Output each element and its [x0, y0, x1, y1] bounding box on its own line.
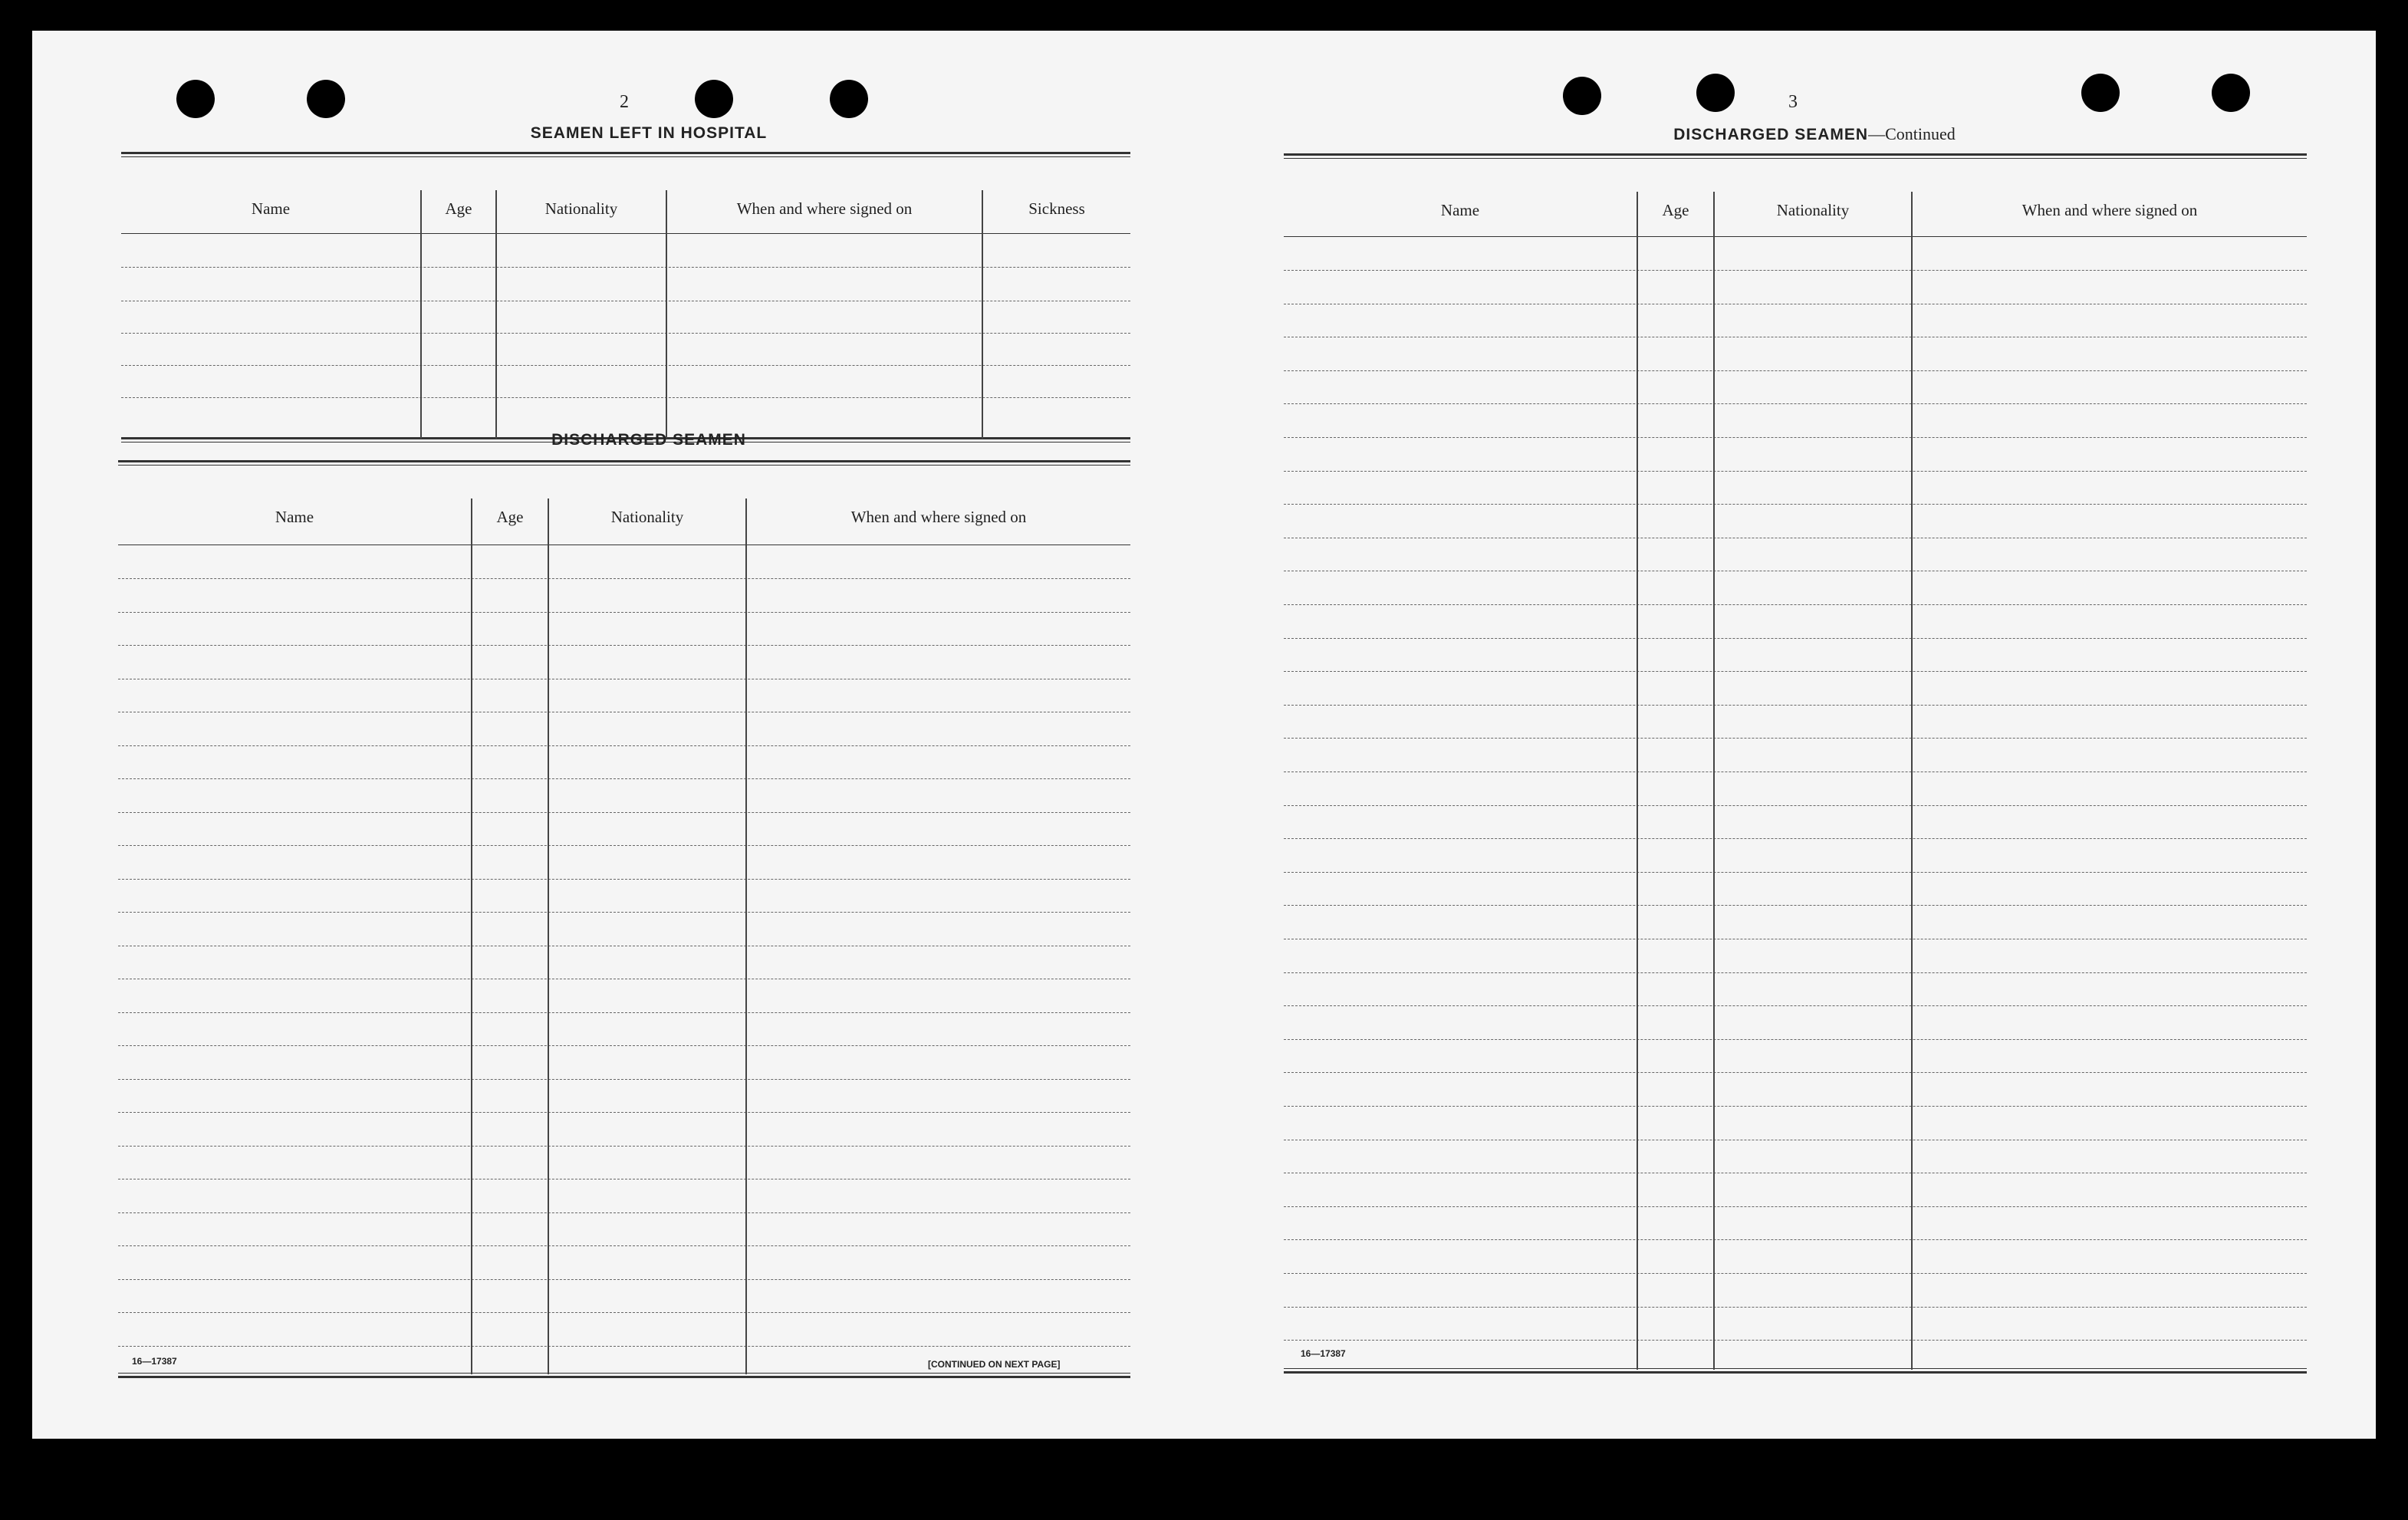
row-rule — [1284, 972, 2307, 973]
row-rule — [118, 845, 1130, 846]
row-rule — [1284, 805, 2307, 806]
punch-hole — [1563, 77, 1601, 115]
row-rule — [118, 778, 1130, 779]
hospital-table — [121, 152, 1130, 443]
discharged-continued-title — [1287, 124, 2342, 144]
row-rule — [1284, 838, 2307, 839]
row-rule — [118, 578, 1130, 579]
row-rule — [1284, 1307, 2307, 1308]
row-rule — [118, 612, 1130, 613]
row-rule — [1284, 471, 2307, 472]
punch-hole — [695, 80, 733, 118]
row-rule — [118, 1312, 1130, 1313]
punch-hole — [2212, 74, 2250, 112]
row-rule — [118, 645, 1130, 646]
row-rule — [1284, 905, 2307, 906]
row-rule — [1284, 872, 2307, 873]
column-header-signed-on: When and where signed on — [736, 199, 913, 218]
row-rule — [1284, 437, 2307, 438]
column-header-age: Age — [1662, 201, 1689, 219]
row-rule — [118, 1279, 1130, 1280]
row-rule — [1284, 1340, 2307, 1341]
discharged-section-title: DISCHARGED SEAMEN — [551, 431, 746, 449]
row-rule — [1284, 370, 2307, 371]
row-rule — [118, 1212, 1130, 1213]
row-rule — [1284, 638, 2307, 639]
row-rule — [1284, 1206, 2307, 1207]
column-header-nationality: Nationality — [1776, 201, 1850, 219]
row-rule — [1284, 705, 2307, 706]
row-rule — [1284, 671, 2307, 672]
discharged-table-right — [1284, 153, 2307, 1380]
discharged-table-left — [118, 460, 1130, 1382]
punch-hole — [2081, 74, 2120, 112]
punch-hole — [176, 80, 215, 118]
column-header-name: Name — [251, 199, 291, 218]
title-continued: —Continued — [1868, 124, 1956, 143]
row-rule — [118, 1146, 1130, 1147]
row-rule — [1284, 1273, 2307, 1274]
row-rule — [118, 1112, 1130, 1113]
punch-hole — [307, 80, 345, 118]
row-rule — [1284, 1005, 2307, 1006]
punch-hole — [1696, 74, 1735, 112]
column-header-nationality: Nationality — [544, 199, 618, 218]
form-number-right: 16—17387 — [1301, 1348, 1346, 1359]
continued-note: [CONTINUED ON NEXT PAGE] — [928, 1359, 1061, 1370]
row-rule — [1284, 403, 2307, 404]
row-rule — [1284, 1072, 2307, 1073]
row-rule — [118, 879, 1130, 880]
row-rule — [1284, 604, 2307, 605]
punch-hole — [830, 80, 868, 118]
row-rule — [118, 1045, 1130, 1046]
column-header-name: Name — [1440, 201, 1480, 219]
column-header-age: Age — [445, 199, 472, 218]
column-header-nationality: Nationality — [610, 508, 684, 526]
column-header-signed-on: When and where signed on — [2021, 201, 2198, 219]
row-rule — [1284, 1106, 2307, 1107]
row-rule — [1284, 504, 2307, 505]
row-rule — [118, 1012, 1130, 1013]
row-rule — [118, 745, 1130, 746]
title-main: DISCHARGED SEAMEN — [1673, 126, 1869, 143]
form-number-left: 16—17387 — [132, 1356, 177, 1367]
row-rule — [118, 1079, 1130, 1080]
row-rule — [118, 812, 1130, 813]
row-rule — [1284, 270, 2307, 271]
page-number-left: 2 — [620, 92, 629, 112]
row-rule — [1284, 1039, 2307, 1040]
row-rule — [1284, 738, 2307, 739]
row-rule — [1284, 1239, 2307, 1240]
column-header-age: Age — [496, 508, 524, 526]
column-header-name: Name — [275, 508, 314, 526]
column-header-sickness: Sickness — [1028, 199, 1085, 218]
page-number-right: 3 — [1788, 92, 1798, 112]
row-rule — [118, 1245, 1130, 1246]
hospital-section-title: SEAMEN LEFT IN HOSPITAL — [530, 124, 768, 142]
row-rule — [118, 1346, 1130, 1347]
row-rule — [118, 912, 1130, 913]
column-header-signed-on: When and where signed on — [850, 508, 1027, 526]
document-scan — [32, 31, 2376, 1439]
